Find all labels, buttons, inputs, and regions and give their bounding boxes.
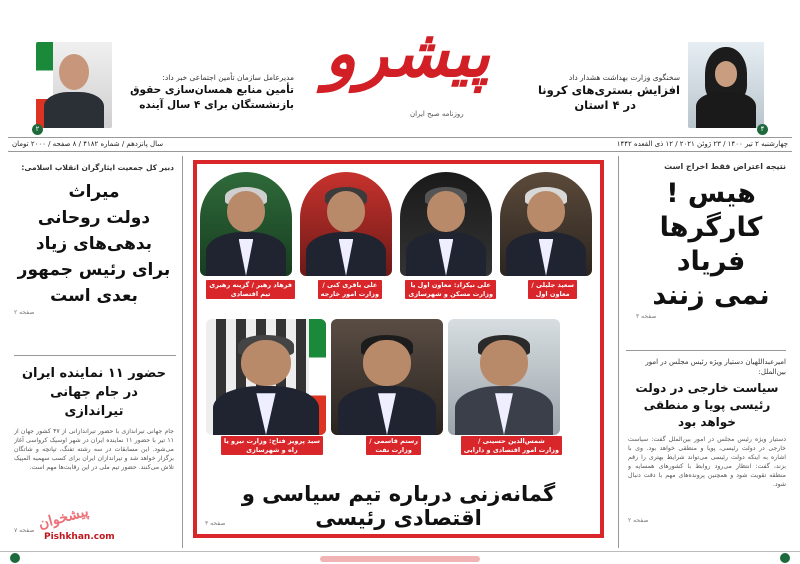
right-story-photo (688, 42, 764, 128)
caption-fattah (221, 436, 323, 455)
left-story[interactable] (122, 72, 294, 113)
center-continued: صفحه ۳ (205, 520, 226, 527)
portrait-ghasemi (331, 319, 443, 435)
foreign-policy-body: دستیار ویژه رئیس مجلس در امور بین‌الملل گفت: سیاست خارجی در دولت رئیسی، پویا و منطقی خواهد بود. وی با اشاره به اینکه دولت رئیسی می‌تواند شرایط بهتری را رقم بزند، گفت: انتظار می‌رود روابط با کشورهای همسایه و منطقه تقویت شود و همچنین پرونده‌های مهم با دقت دنبال شود. (628, 436, 786, 488)
hiss-headline-3: فریاد (676, 246, 746, 277)
pishkhan-stamp: پیشخوان (36, 503, 91, 533)
caption-fattah-name: سید پرویز فتاح: وزارت نیرو یا (223, 437, 320, 445)
pishkhan-watermark: Pishkhan.com (44, 532, 115, 542)
portrait-jalili (500, 172, 592, 276)
caption-ghasemi-role: وزارت نفت (375, 445, 412, 454)
foreign-policy-continued: صفحه ۲ (628, 517, 649, 524)
caption-jalili (528, 280, 577, 299)
right-story-kicker: سخنگوی وزارت بهداشت هشدار داد (568, 73, 680, 82)
left-story-kicker: مدیرعامل سازمان تأمین اجتماعی خبر داد: (162, 73, 294, 82)
caption-jalili-name: سعید جلیلی / (531, 281, 574, 289)
caption-ghasemi-name: رستم قاسمی / (369, 437, 418, 445)
caption-jalili-role: معاون اول (535, 289, 570, 298)
left-col-divider (14, 355, 176, 356)
left-column-story-2[interactable] (14, 364, 174, 534)
left-column-story-1[interactable] (14, 162, 174, 316)
caption-fattah-role: راه و شهرسازی (246, 445, 298, 454)
right-column-story-2[interactable] (628, 357, 786, 524)
portrait-rahbar (200, 172, 292, 276)
caption-hosseini-name: شمس‌الدین حسینی / (477, 437, 545, 445)
hiss-headline-2: کارگرها (659, 212, 763, 243)
portrait-fattah (206, 319, 326, 435)
caption-nikzad (405, 280, 496, 299)
caption-hosseini-role: وزارت امور اقتصادی و دارایی (463, 445, 559, 454)
caption-rahbar-role: تیم اقتصادی (230, 289, 271, 298)
caption-bagheri-role: وزارت امور خارجه (320, 289, 379, 298)
caption-nikzad-role: وزارت مسکن و شهرسازی (408, 289, 493, 298)
foreign-policy-headline-2: رئیسی پویا و منطقی (643, 398, 771, 412)
shooting-headline-3: تیراندازی (64, 404, 124, 419)
foreign-policy-headline-3: خواهد بود (678, 415, 736, 429)
shooting-headline-2: در جام جهانی (50, 385, 138, 400)
legacy-headline-4: برای رئیس جمهور (17, 260, 171, 280)
caption-rahbar (206, 280, 295, 299)
dateline-date: چهارشنبه ۲ تیر ۱۴۰۰ / ۲۳ ژوئن ۲۰۲۱ / ۱۲ ذی القعده ۱۴۴۲ (616, 140, 788, 148)
right-column-rule (618, 156, 619, 548)
portrait-bagheri (300, 172, 392, 276)
left-story-headline-2: بازنشستگان برای ۴ سال آینده (139, 99, 294, 111)
dateline-issue: سال پانزدهم / شماره ۴۱۸۲ / ۸ صفحه / ۲۰۰۰ تومان (12, 140, 164, 148)
portrait-hosseini (448, 319, 560, 435)
newspaper-tagline: روزنامه صبح ایران (410, 110, 464, 118)
right-story-headline-2: در ۴ استان (574, 98, 636, 112)
footer-emblem-left (10, 553, 20, 563)
foreign-policy-kicker: امیرعبداللهیان دستیار ویژه رئیس مجلس در امور بین‌الملل: (645, 358, 786, 376)
dateline-bar (8, 137, 792, 152)
left-column-rule (182, 156, 183, 548)
newspaper-logo: پیشرو (324, 14, 490, 92)
left-story-headline-1: تأمین منابع همسان‌سازی حقوق (130, 84, 294, 96)
left-story-photo (36, 42, 112, 128)
right-column-story-1[interactable] (636, 162, 786, 320)
caption-ghasemi (366, 436, 421, 455)
portrait-nikzad (400, 172, 492, 276)
foreign-policy-headline-1: سیاست خارجی در دولت (635, 381, 779, 395)
shooting-body: جام جهانی تیراندازی با حضور تیراندازانی از ۴۷ کشور جهان از ۱۱ تیر با حضور ۱۱ نماینده ایران در شهر اوسیک کرواسی آغاز می‌شود. این مسابقات در سه رشته تفنگ، تپانچه و شاتگان برگزار خواهد شد و تیراندازان ایران برای کسب سهمیه المپیک تلاش می‌کنند. حضور تیم ملی در این رقابت‌ها مهم است. (14, 428, 174, 471)
center-feature-box[interactable] (193, 160, 604, 538)
hiss-continued: صفحه ۳ (636, 313, 657, 320)
shooting-continued: صفحه ۷ (14, 527, 35, 534)
footer-ad-text-strip (320, 556, 480, 562)
right-col-divider (626, 350, 786, 351)
legacy-kicker: دبیر کل جمعیت ایثارگران انقلاب اسلامی: (21, 163, 174, 172)
right-story-page-badge: ۴ (757, 124, 768, 135)
shooting-headline-1: حضور ۱۱ نماینده ایران (21, 366, 167, 381)
hiss-headline-4: نمی زنند (652, 280, 770, 311)
caption-rahbar-name: فرهاد رهبر / گزینه رهبری (209, 281, 292, 289)
legacy-headline-2: دولت روحانی (37, 208, 151, 228)
caption-hosseini (461, 436, 562, 455)
legacy-continued: صفحه ۲ (14, 309, 35, 316)
footer-emblem-right (780, 553, 790, 563)
legacy-headline-1: میراث (68, 182, 120, 202)
caption-bagheri-name: علی باقری کنی / (322, 281, 378, 289)
caption-nikzad-name: علی نیکزاد: معاون اول یا (410, 281, 491, 289)
footer-ad-strip (0, 551, 800, 564)
caption-bagheri (318, 280, 382, 299)
hiss-headline-1: هیس ! (666, 178, 756, 209)
legacy-headline-5: بعدی است (50, 286, 138, 306)
right-story[interactable] (520, 72, 680, 113)
legacy-headline-3: بدهی‌های زیاد (35, 234, 153, 254)
center-main-headline: گمانه‌زنی درباره تیم سیاسی و اقتصادی رئیسی (241, 482, 556, 530)
right-story-headline-1: افزایش بستری‌های کرونا (537, 83, 680, 97)
hiss-kicker: نتیجه اعتراض فقط اخراج است (664, 162, 786, 171)
left-story-page-badge: ۲ (32, 124, 43, 135)
